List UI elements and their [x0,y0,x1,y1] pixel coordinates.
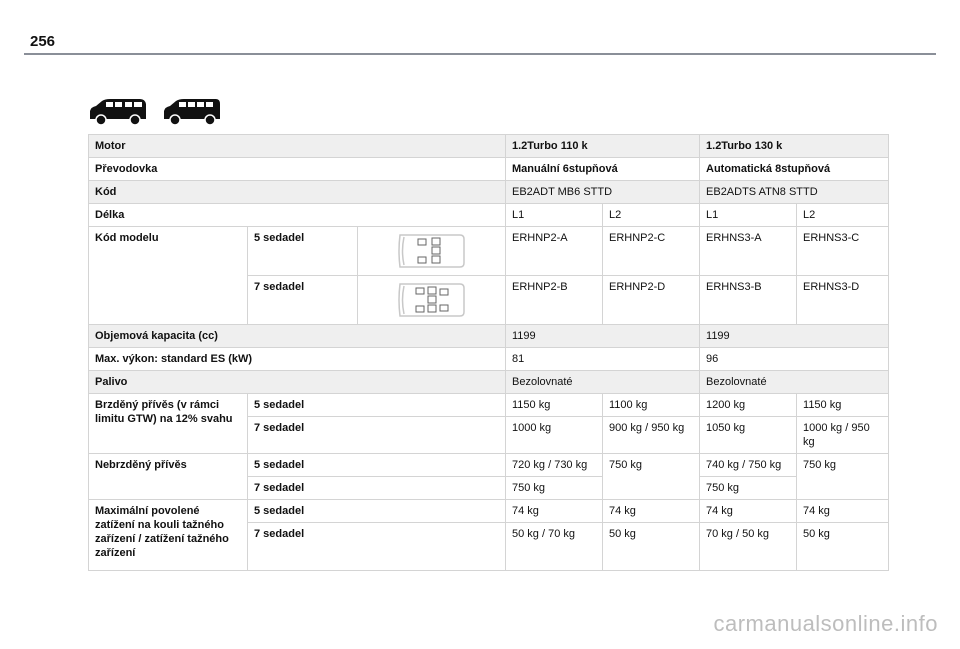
nebrzdeny-5-c2: 750 kg [603,454,700,500]
seat-layout-5-icon [396,231,468,271]
seats-label: 7 sedadel [248,417,506,454]
seats-label: 7 sedadel [248,523,506,571]
row-zatizeni-5 [89,500,889,523]
zatizeni-7-c1: 50 kg / 70 kg [506,523,603,571]
zatizeni-7-c3: 70 kg / 50 kg [700,523,797,571]
kod-modelu-5-c4: ERHNS3-C [797,227,889,276]
nebrzdeny-7-v1: 750 kg [506,477,603,500]
brzdeny-5-c1: 1150 kg [506,394,603,417]
kod-modelu-label: Kód modelu [89,227,248,325]
palivo-value-2: Bezolovnaté [700,371,889,394]
motor-label: Motor [89,135,506,158]
watermark: carmanualsonline.info [713,611,938,636]
kod-value-1: EB2ADT MB6 STTD [506,181,700,204]
delka-c2: L2 [603,204,700,227]
zatizeni-5-c1: 74 kg [506,500,603,523]
seats-label: 5 sedadel [248,227,358,276]
objem-value-1: 1199 [506,325,700,348]
row-nebrzdeny-5 [89,454,889,477]
short-van-icon [88,97,148,127]
kod-modelu-7-c2: ERHNP2-D [603,276,700,325]
seats-label: 5 sedadel [248,394,506,417]
row-kod [89,181,889,204]
seat-layout-5 [358,227,506,276]
zatizeni-5-c3: 74 kg [700,500,797,523]
prevodovka-value-2: Automatická 8stupňová [700,158,889,181]
seats-label: 7 sedadel [248,477,506,500]
zatizeni-7-c2: 50 kg [603,523,700,571]
kod-modelu-5-c3: ERHNS3-A [700,227,797,276]
palivo-value-1: Bezolovnaté [506,371,700,394]
kod-modelu-7-c4: ERHNS3-D [797,276,889,325]
seats-label: 5 sedadel [248,500,506,523]
prevodovka-value-1: Manuální 6stupňová [506,158,700,181]
brzdeny-7-c3: 1050 kg [700,417,797,454]
long-van-icon [162,97,222,127]
prevodovka-label: Převodovka [89,158,506,181]
zatizeni-5-c4: 74 kg [797,500,889,523]
row-vykon [89,348,889,371]
kod-modelu-5-c1: ERHNP2-A [506,227,603,276]
delka-c3: L1 [700,204,797,227]
nebrzdeny-5-c1: 720 kg / 730 kg [506,454,603,477]
delka-c1: L1 [506,204,603,227]
kod-label: Kód [89,181,506,204]
nebrzdeny-label: Nebrzděný přívěs [89,454,248,500]
nebrzdeny-5-c4: 750 kg [797,454,889,500]
motor-value-2: 1.2Turbo 130 k [700,135,889,158]
row-brzdeny-5 [89,394,889,417]
delka-c4: L2 [797,204,889,227]
objem-value-2: 1199 [700,325,889,348]
brzdeny-7-c2: 900 kg / 950 kg [603,417,700,454]
seat-layout-7 [358,276,506,325]
kod-modelu-7-c3: ERHNS3-B [700,276,797,325]
row-motor [89,135,889,158]
vykon-value-2: 96 [700,348,889,371]
zatizeni-label: Maximální povolené zatížení na kouli tažného zařízení / zatížení tažného zařízení [89,500,248,571]
brzdeny-5-c2: 1100 kg [603,394,700,417]
row-prevodovka [89,158,889,181]
kod-value-2: EB2ADTS ATN8 STTD [700,181,889,204]
nebrzdeny-7-v2: 750 kg [700,477,797,500]
row-delka [89,204,889,227]
vehicle-icons [88,97,222,127]
brzdeny-7-c4: 1000 kg / 950 kg [797,417,889,454]
brzdeny-5-c3: 1200 kg [700,394,797,417]
delka-label: Délka [89,204,506,227]
seats-label: 5 sedadel [248,454,506,477]
kod-modelu-7-c1: ERHNP2-B [506,276,603,325]
seats-label: 7 sedadel [248,276,358,325]
brzdeny-7-c1: 1000 kg [506,417,603,454]
vykon-value-1: 81 [506,348,700,371]
specification-table [88,134,889,571]
palivo-label: Palivo [89,371,506,394]
seat-layout-7-icon [396,280,468,320]
nebrzdeny-5-c3: 740 kg / 750 kg [700,454,797,477]
vykon-label: Max. výkon: standard ES (kW) [89,348,506,371]
row-kod-modelu-5 [89,227,889,276]
row-palivo [89,371,889,394]
kod-modelu-5-c2: ERHNP2-C [603,227,700,276]
zatizeni-7-c4: 50 kg [797,523,889,571]
brzdeny-5-c4: 1150 kg [797,394,889,417]
motor-value-1: 1.2Turbo 110 k [506,135,700,158]
brzdeny-label: Brzděný přívěs (v rámci limitu GTW) na 12% svahu [89,394,248,454]
row-objem [89,325,889,348]
zatizeni-5-c2: 74 kg [603,500,700,523]
objem-label: Objemová kapacita (cc) [89,325,506,348]
page-number: 256 [30,33,56,50]
header-rule [24,53,936,55]
